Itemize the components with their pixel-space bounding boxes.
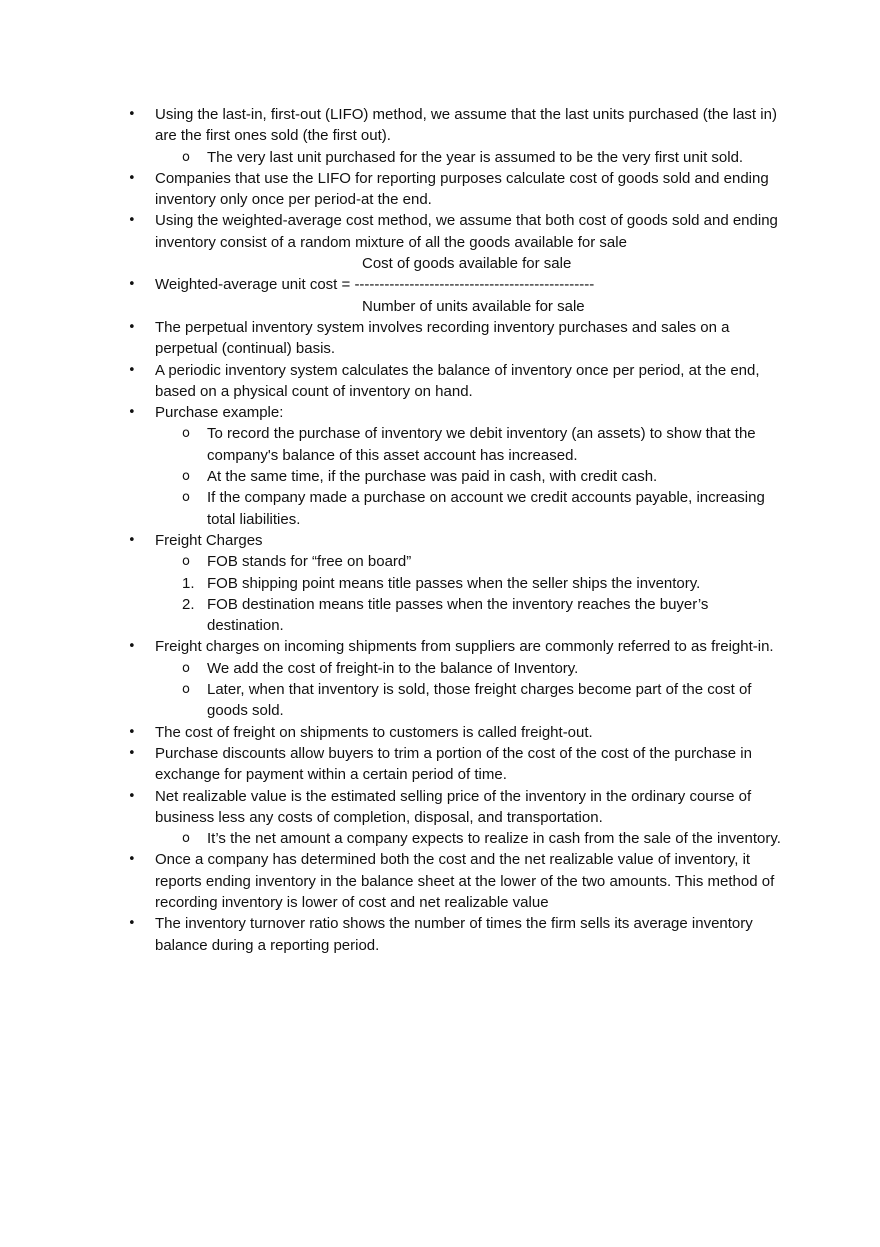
list-item-text: Once a company has determined both the cost and the net realizable value of inventory, it reports ending inventory in the balance sheet at the lower of the two amounts. This method of recording inventory is lower of cost and net realizable value — [155, 851, 775, 911]
list-item — [128, 722, 785, 743]
bullet-marker: • — [128, 107, 136, 122]
list-item — [128, 360, 785, 403]
list-item-text: FOB destination means title passes when the inventory reaches the buyer’s destination. — [207, 595, 709, 635]
number-marker: 2. — [182, 595, 195, 613]
sub-list-item — [182, 828, 785, 849]
sub-list-item — [182, 594, 785, 637]
list-item-text: A periodic inventory system calculates the balance of inventory once per period, at the end, based on a physical count of inventory on hand. — [155, 361, 760, 400]
list-item — [128, 104, 785, 147]
bullet-marker: • — [128, 745, 136, 761]
sub-list-item — [182, 573, 785, 594]
list-item-text: FOB stands for “free on board” — [207, 553, 412, 571]
list-item — [128, 168, 785, 211]
formula-denominator: Number of units available for sale — [362, 297, 585, 315]
bullet-marker: • — [128, 532, 136, 548]
bullet-marker: • — [128, 405, 136, 421]
bullet-list-part-2 — [128, 317, 785, 956]
formula-label: Weighted-average unit cost = — [155, 276, 355, 294]
sub-list-item — [182, 466, 785, 487]
list-item-text: The very last unit purchased for the year is assumed to be the very first unit sold. — [207, 148, 744, 166]
list-item-text: The inventory turnover ratio shows the number of times the firm sells its average inventory balance during a reporting period. — [155, 915, 753, 954]
list-item-text: Net realizable value is the estimated selling price of the inventory in the ordinary course of business less any costs of completion, disposal, and transportation. — [155, 787, 752, 826]
list-item — [128, 402, 785, 423]
bullet-marker: • — [128, 213, 136, 229]
list-item-text: Later, when that inventory is sold, those freight charges become part of the cost of goods sold. — [207, 681, 752, 720]
bullet-list-part-1 — [128, 104, 785, 253]
list-item-text: At the same time, if the purchase was paid in cash, with credit cash. — [207, 468, 658, 486]
sub-list-item — [182, 423, 785, 466]
bullet-marker: • — [128, 319, 136, 335]
sub-list-item — [182, 658, 785, 679]
formula-numerator: Cost of goods available for sale — [362, 255, 572, 273]
list-item-text: To record the purchase of inventory we debit inventory (an assets) to show that the company's balance of this asset account has increased. — [207, 425, 756, 464]
list-item-text: We add the cost of freight-in to the balance of Inventory. — [207, 659, 579, 677]
list-item — [128, 317, 785, 360]
formula-list-item — [128, 274, 785, 295]
bullet-marker: • — [128, 852, 136, 868]
number-marker: 1. — [182, 574, 195, 592]
bullet-marker: o — [182, 554, 190, 570]
bullet-marker: • — [128, 724, 136, 740]
list-item — [128, 849, 785, 913]
bullet-marker: o — [182, 469, 190, 485]
list-item-text: Freight Charges — [155, 531, 263, 549]
bullet-marker: • — [128, 639, 136, 655]
sub-list-item — [182, 487, 785, 530]
document-content — [128, 104, 785, 956]
bullet-marker: • — [128, 362, 136, 378]
list-item — [128, 743, 785, 786]
list-item-text: Using the weighted-average cost method, we assume that both cost of goods sold and ending inventory consist of a random mixture of all the goods available for sale — [155, 212, 778, 251]
formula-divider: ------------------------------------------------ — [354, 276, 595, 294]
list-item-text: Purchase example: — [155, 404, 284, 422]
bullet-marker: • — [128, 916, 136, 932]
bullet-marker: o — [182, 426, 190, 442]
sub-list-item — [182, 147, 785, 168]
bullet-marker: • — [128, 277, 136, 293]
bullet-marker: o — [182, 831, 190, 847]
sub-list-item — [182, 679, 785, 722]
list-item — [128, 210, 785, 253]
list-item-text: Using the last-in, first-out (LIFO) method, we assume that the last units purchased (the last in) are the first ones sold (the first out). — [155, 106, 777, 145]
sub-list-item — [182, 551, 785, 572]
bullet-marker: o — [182, 490, 190, 506]
list-item-text: It’s the net amount a company expects to realize in cash from the sale of the inventory. — [207, 830, 781, 848]
bullet-marker: • — [128, 170, 136, 186]
list-item-text: Purchase discounts allow buyers to trim a portion of the cost of the cost of the purchase in exchange for payment within a certain period of time. — [155, 744, 752, 784]
bullet-marker: • — [128, 788, 136, 804]
list-item — [128, 786, 785, 829]
bullet-marker: o — [182, 682, 190, 698]
list-item-text: Freight charges on incoming shipments from suppliers are commonly referred to as freight-in. — [155, 638, 774, 656]
list-item-text: The perpetual inventory system involves recording inventory purchases and sales on a perpetual (continual) basis. — [155, 318, 730, 358]
list-item-text: If the company made a purchase on account we credit accounts payable, increasing total liabilities. — [207, 489, 765, 528]
bullet-marker: o — [182, 660, 190, 676]
list-item-text: The cost of freight on shipments to customers is called freight-out. — [155, 723, 593, 741]
list-item-text: Companies that use the LIFO for reporting purposes calculate cost of goods sold and ending inventory only once per period-at the end. — [155, 169, 769, 209]
weighted-average-formula — [128, 253, 785, 317]
list-item — [128, 636, 785, 657]
list-item — [128, 530, 785, 551]
list-item — [128, 913, 785, 956]
list-item-text: FOB shipping point means title passes when the seller ships the inventory. — [207, 574, 701, 592]
bullet-marker: o — [182, 149, 190, 165]
